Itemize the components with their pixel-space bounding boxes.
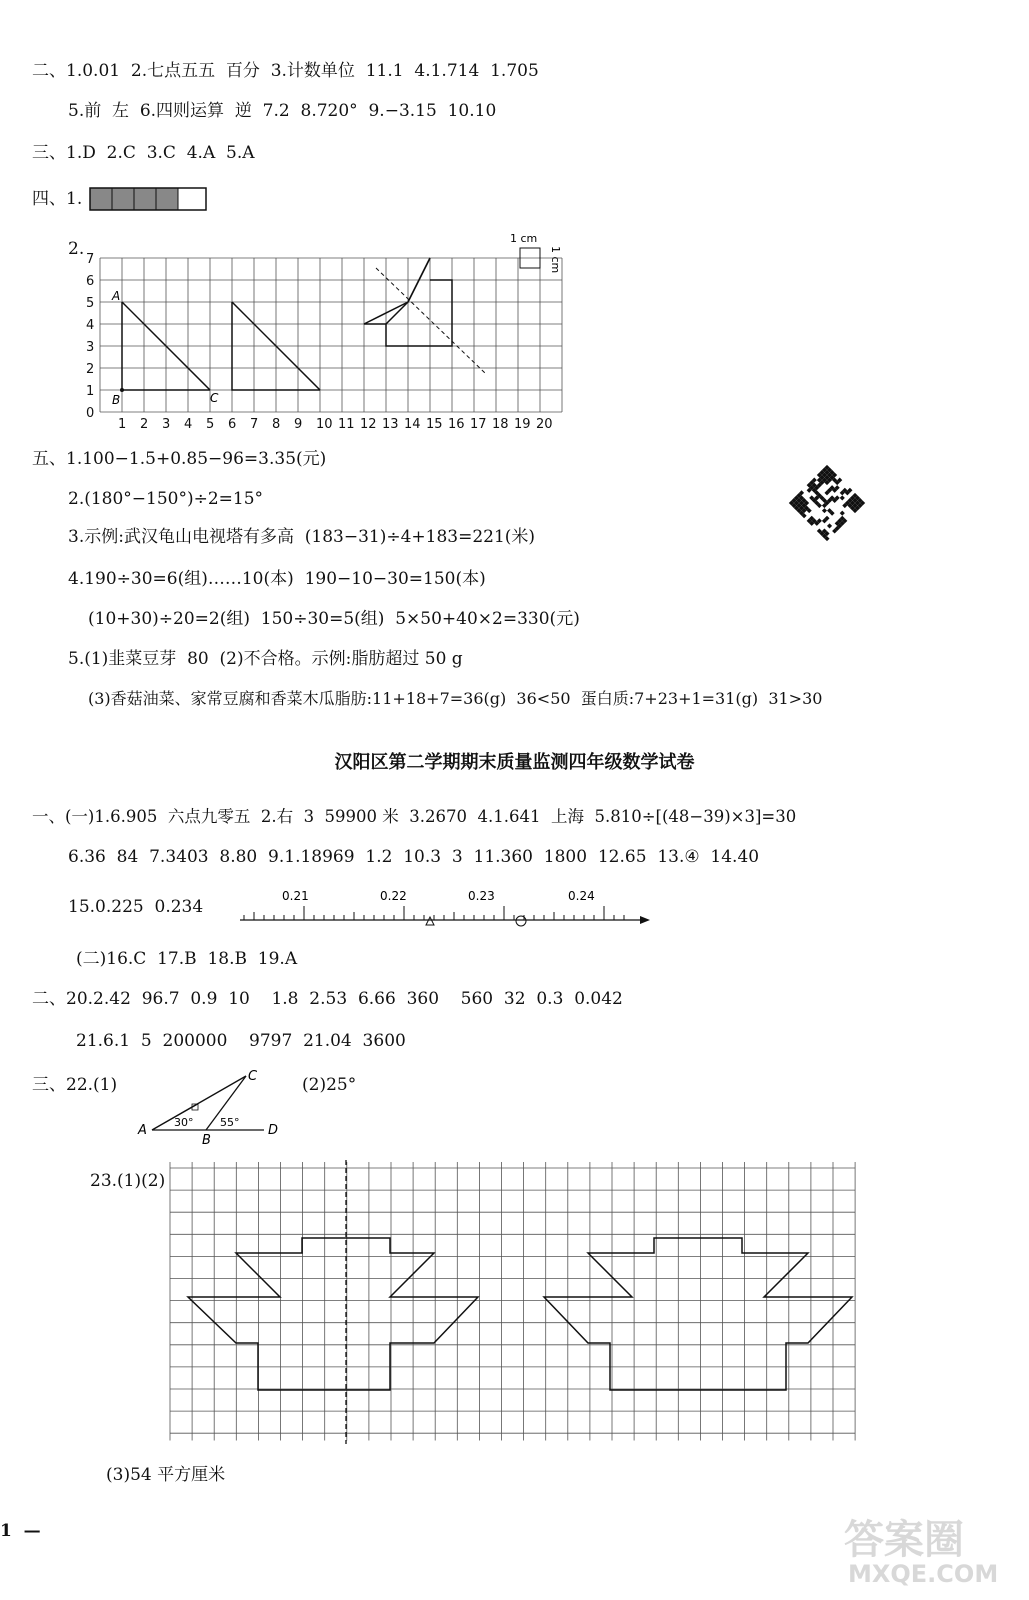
answer-line-5-1: 五、1.100−1.5+0.85−96=3.35(元) [32, 449, 327, 469]
answer-line-5-3: 3.示例:武汉龟山电视塔有多高 (183−31)÷4+183=221(米) [68, 527, 536, 547]
answer-label-4-1: 四、1. [32, 189, 83, 209]
y-tick-label: 7 [86, 252, 95, 267]
y-tick-label: 1 [86, 384, 95, 399]
x-tick-label: 11 [338, 417, 355, 432]
point-b-label: B [112, 393, 121, 407]
watermark-logo: 答案圈 [844, 1517, 964, 1563]
x-tick-label: 6 [228, 417, 237, 432]
x-tick-label: 20 [536, 417, 553, 432]
tri-label-a: A [138, 1123, 147, 1138]
x-tick-label: 7 [250, 417, 259, 432]
x-tick-label: 13 [382, 417, 399, 432]
answer-line-p1-3: 15.0.225 0.234 [68, 897, 204, 917]
x-tick-label: 1 [118, 417, 127, 432]
symmetry-axis [376, 268, 486, 374]
y-tick-label: 6 [86, 274, 95, 289]
answer-line-5-6: 5.(1)韭菜豆芽 80 (2)不合格。示例:脂肪超过 50 g [68, 649, 463, 669]
answer-line-2-2: 5.前 左 6.四则运算 逆 7.2 8.720° 9.−3.15 10.10 [68, 101, 497, 121]
number-line-label-021: 0.21 [282, 889, 309, 903]
angle-triangle-figure [130, 1068, 290, 1148]
x-tick-label: 18 [492, 417, 509, 432]
y-tick-label: 0 [86, 406, 95, 421]
x-tick-label: 17 [470, 417, 487, 432]
answer-line-5-4: 4.190÷30=6(组)……10(本) 190−10−30=150(本) [68, 569, 486, 589]
x-tick-label: 4 [184, 417, 193, 432]
answer-line-p1-4: (二)16.C 17.B 18.B 19.A [76, 949, 298, 969]
grid-figure-translation [80, 232, 570, 432]
answer-line-2-1: 二、1.0.01 2.七点五五 百分 3.计数单位 11.1 4.1.714 1.705 [32, 61, 539, 81]
x-tick-label: 19 [514, 417, 531, 432]
scale-horizontal-label: 1 cm [510, 232, 538, 245]
number-line-label-024: 0.24 [568, 889, 595, 903]
page-number: 1 — [0, 1521, 41, 1541]
y-tick-label: 4 [86, 318, 95, 333]
exam-title: 汉阳区第二学期期末质量监测四年级数学试卷 [334, 752, 695, 773]
x-tick-label: 15 [426, 417, 443, 432]
tri-label-d: D [268, 1123, 279, 1138]
angle-30-label: 30° [174, 1116, 194, 1129]
x-tick-label: 12 [360, 417, 377, 432]
circle-marker [516, 916, 526, 926]
answer-line-p3-3: (3)54 平方厘米 [106, 1465, 226, 1485]
answer-line-p3-1: 三、22.(1) [32, 1075, 118, 1095]
number-line-label-022: 0.22 [380, 889, 407, 903]
grid-figure-symmetry [166, 1160, 886, 1450]
tri-label-b: B [202, 1133, 211, 1148]
answer-line-p3-2: 23.(1)(2) [90, 1171, 166, 1191]
angle-55-label: 55° [220, 1116, 240, 1129]
answer-line-p2-2: 21.6.1 5 200000 9797 21.04 3600 [76, 1031, 406, 1051]
number-line-label-023: 0.23 [468, 889, 495, 903]
y-tick-label: 5 [86, 296, 95, 311]
answer-line-p1-2: 6.36 84 7.3403 8.80 9.1.18969 1.2 10.3 3 11.360 1800 12.65 13.④ 14.40 [68, 847, 760, 867]
y-tick-label: 3 [86, 340, 95, 355]
x-tick-label: 3 [162, 417, 171, 432]
answer-line-p1-1: 一、(一)1.6.905 六点九零五 2.右 3 59900 米 3.2670 4.1.641 上海 5.810÷[(48−39)×3]=30 [32, 807, 797, 826]
point-a-label: A [112, 289, 121, 303]
answer-label-4-2: 2. [68, 239, 85, 259]
answer-line-5-7: (3)香菇油菜、家常豆腐和香菜木瓜脂肪:11+18+7=36(g) 36<50 蛋白质:7+23+1=31(g) 31>30 [88, 689, 823, 708]
x-tick-label: 10 [316, 417, 333, 432]
x-tick-label: 14 [404, 417, 421, 432]
x-tick-label: 16 [448, 417, 465, 432]
watermark-site: MXQE.COM [848, 1560, 999, 1588]
y-tick-label: 2 [86, 362, 95, 377]
triangle-marker [426, 917, 434, 925]
answer-line-p2-1: 二、20.2.42 96.7 0.9 10 1.8 2.53 6.66 360 560 32 0.3 0.042 [32, 989, 623, 1009]
number-line [236, 884, 656, 934]
x-tick-label: 2 [140, 417, 149, 432]
tri-label-c: C [248, 1069, 258, 1084]
answer-line-p3-1b: (2)25° [302, 1075, 357, 1095]
answer-line-3: 三、1.D 2.C 3.C 4.A 5.A [32, 143, 255, 163]
answer-line-5-2: 2.(180°−150°)÷2=15° [68, 489, 264, 509]
shaded-bar-figure [88, 186, 208, 212]
x-tick-label: 5 [206, 417, 215, 432]
answer-line-5-5: (10+30)÷20=2(组) 150÷30=5(组) 5×50+40×2=330(元) [88, 609, 580, 629]
qr-code-icon [786, 462, 868, 544]
scale-vertical-label: 1 cm [549, 246, 562, 274]
x-tick-label: 8 [272, 417, 281, 432]
x-tick-label: 9 [294, 417, 303, 432]
point-c-label: C [210, 391, 219, 405]
